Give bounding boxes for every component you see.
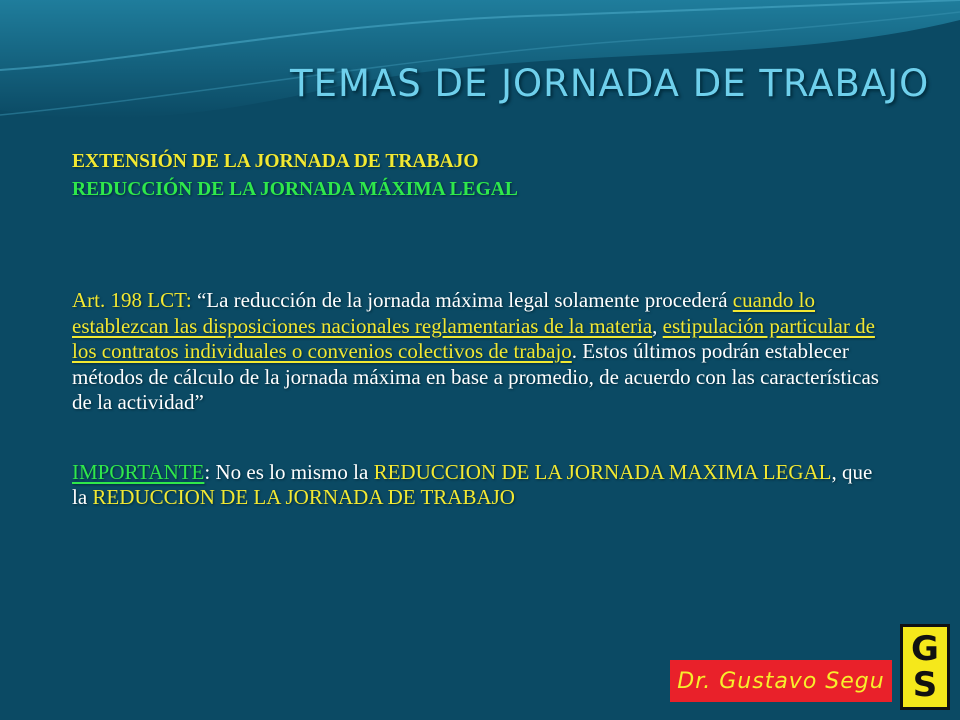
slide-title: TEMAS DE JORNADA DE TRABAJO [290, 62, 930, 105]
heading-extension: EXTENSIÓN DE LA JORNADA DE TRABAJO [72, 151, 479, 172]
article-quote-start: “La reducción de la jornada máxima legal solamente procederá [196, 288, 733, 312]
logo-letter-s: S [912, 665, 938, 705]
logo-letter-g: G [911, 629, 939, 669]
important-paragraph [72, 460, 882, 511]
important-label[interactable]: IMPORTANTE [72, 459, 205, 484]
slide-content [72, 148, 882, 511]
important-mid: , que la [72, 459, 873, 509]
author-banner: Dr. Gustavo Segu [670, 660, 892, 702]
article-link-estipulacion[interactable]: estipulación particular de los contratos individuales o convenios colectivos de trabajo [72, 313, 875, 363]
gs-logo [900, 624, 950, 710]
article-label: Art. 198 LCT: [72, 288, 197, 312]
article-link-disposiciones[interactable]: cuando lo establezcan las disposiciones nacionales reglamentarias de la materia [72, 288, 816, 338]
heading-reduction: REDUCCIÓN DE LA JORNADA MÁXIMA LEGAL [72, 179, 518, 200]
important-colon: : No es lo mismo la [204, 459, 374, 484]
article-rest: . Estos últimos podrán establecer métodos de cálculo de la jornada máxima en base a promedio, de acuerdo con las características de la actividad” [72, 339, 879, 414]
important-term-maxima: REDUCCION DE LA JORNADA MAXIMA LEGAL [373, 459, 832, 484]
article-separator: , [652, 313, 663, 338]
important-term-trabajo: REDUCCION DE LA JORNADA DE TRABAJO [92, 485, 515, 509]
article-paragraph [72, 288, 882, 416]
